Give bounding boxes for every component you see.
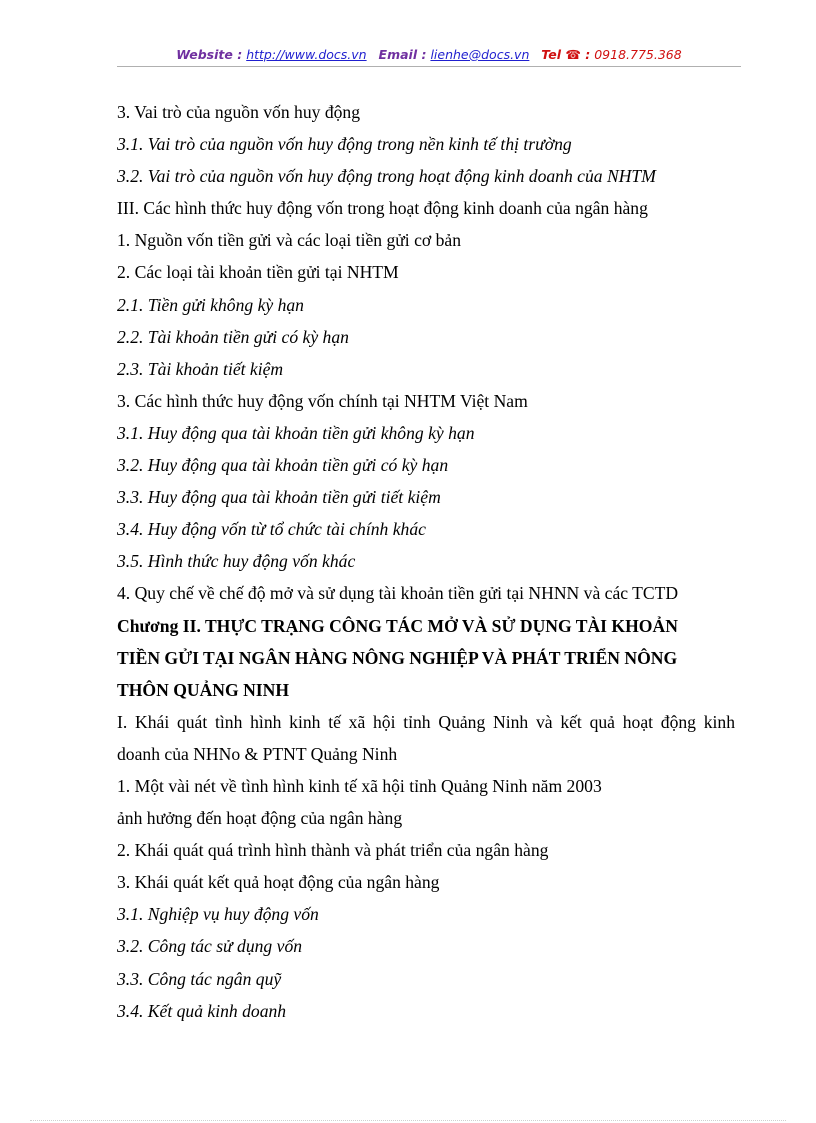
toc-line: 3. Vai trò của nguồn vốn huy động xyxy=(117,102,361,122)
chapter-heading xyxy=(117,610,735,706)
toc-line: 3.2. Vai trò của nguồn vốn huy động trong hoạt động kinh doanh của NHTM xyxy=(117,166,656,187)
chapter-heading-line: TIỀN GỬI TẠI NGÂN HÀNG NÔNG NGHIỆP VÀ PHÁT TRIỂN NÔNG xyxy=(117,647,678,668)
toc-line: 2.3. Tài khoản tiết kiệm xyxy=(117,358,284,379)
toc-line: 3. Các hình thức huy động vốn chính tại NHTM Việt Nam xyxy=(117,390,528,411)
chapter-heading-line: THÔN QUẢNG NINH xyxy=(117,679,290,700)
toc-line: ảnh hưởng đến hoạt động của ngân hàng xyxy=(117,808,403,829)
toc-line: 4. Quy chế về chế độ mở và sử dụng tài khoản tiền gửi tại NHNN và các TCTD xyxy=(117,583,679,604)
toc-line: 3.5. Hình thức huy động vốn khác xyxy=(117,551,356,572)
website-link[interactable]: http://www.docs.vn xyxy=(246,47,367,62)
footer-divider xyxy=(30,1120,786,1121)
toc-line: 3.1. Vai trò của nguồn vốn huy động trong nền kinh tế thị trường xyxy=(117,134,572,155)
phone-number: 0918.775.368 xyxy=(594,47,682,62)
toc-line: 2.2. Tài khoản tiền gửi có kỳ hạn xyxy=(117,326,349,347)
toc-line: 3. Khái quát kết quả hoạt động của ngân hàng xyxy=(117,872,440,893)
toc-line: 2. Các loại tài khoản tiền gửi tại NHTM xyxy=(117,262,399,283)
toc-line: 3.3. Huy động qua tài khoản tiền gửi tiết kiệm xyxy=(117,487,441,508)
toc-line: 1. Một vài nét về tình hình kinh tế xã hội tỉnh Quảng Ninh năm 2003 xyxy=(117,775,602,796)
email-label: Email : xyxy=(378,47,427,62)
email-link[interactable]: lienhe@docs.vn xyxy=(430,47,530,62)
page-header xyxy=(117,47,741,62)
toc-line: 1. Nguồn vốn tiền gửi và các loại tiền gửi cơ bản xyxy=(117,230,461,251)
toc-line: 2. Khái quát quá trình hình thành và phát triển của ngân hàng xyxy=(117,840,549,861)
toc-line: I. Khái quát tình hình kinh tế xã hội tỉnh Quảng Ninh và kết quả hoạt động kinh xyxy=(117,711,735,732)
toc-line: 3.2. Công tác sử dụng vốn xyxy=(117,936,303,957)
toc-line: doanh của NHNo & PTNT Quảng Ninh xyxy=(117,743,398,764)
toc-line: 3.1. Nghiệp vụ huy động vốn xyxy=(117,904,319,925)
toc-line: 3.1. Huy động qua tài khoản tiền gửi không kỳ hạn xyxy=(117,422,475,443)
document-body xyxy=(117,96,735,1027)
tel-label: Tel ☎ : xyxy=(541,47,591,62)
chapter-heading-line: Chương II. THỰC TRẠNG CÔNG TÁC MỞ VÀ SỬ DỤNG TÀI KHOẢN xyxy=(117,615,678,636)
website-label: Website : xyxy=(176,47,243,62)
toc-line: 3.4. Kết quả kinh doanh xyxy=(117,1000,287,1021)
toc-list xyxy=(117,96,735,610)
toc-list-2 xyxy=(117,706,735,1027)
toc-line: III. Các hình thức huy động vốn trong hoạt động kinh doanh của ngân hàng xyxy=(117,198,648,219)
header-divider xyxy=(117,66,741,67)
toc-line: 3.4. Huy động vốn từ tổ chức tài chính khác xyxy=(117,519,426,540)
toc-line: 2.1. Tiền gửi không kỳ hạn xyxy=(117,294,304,315)
toc-line: 3.2. Huy động qua tài khoản tiền gửi có kỳ hạn xyxy=(117,455,449,476)
toc-line: 3.3. Công tác ngân quỹ xyxy=(117,968,282,989)
